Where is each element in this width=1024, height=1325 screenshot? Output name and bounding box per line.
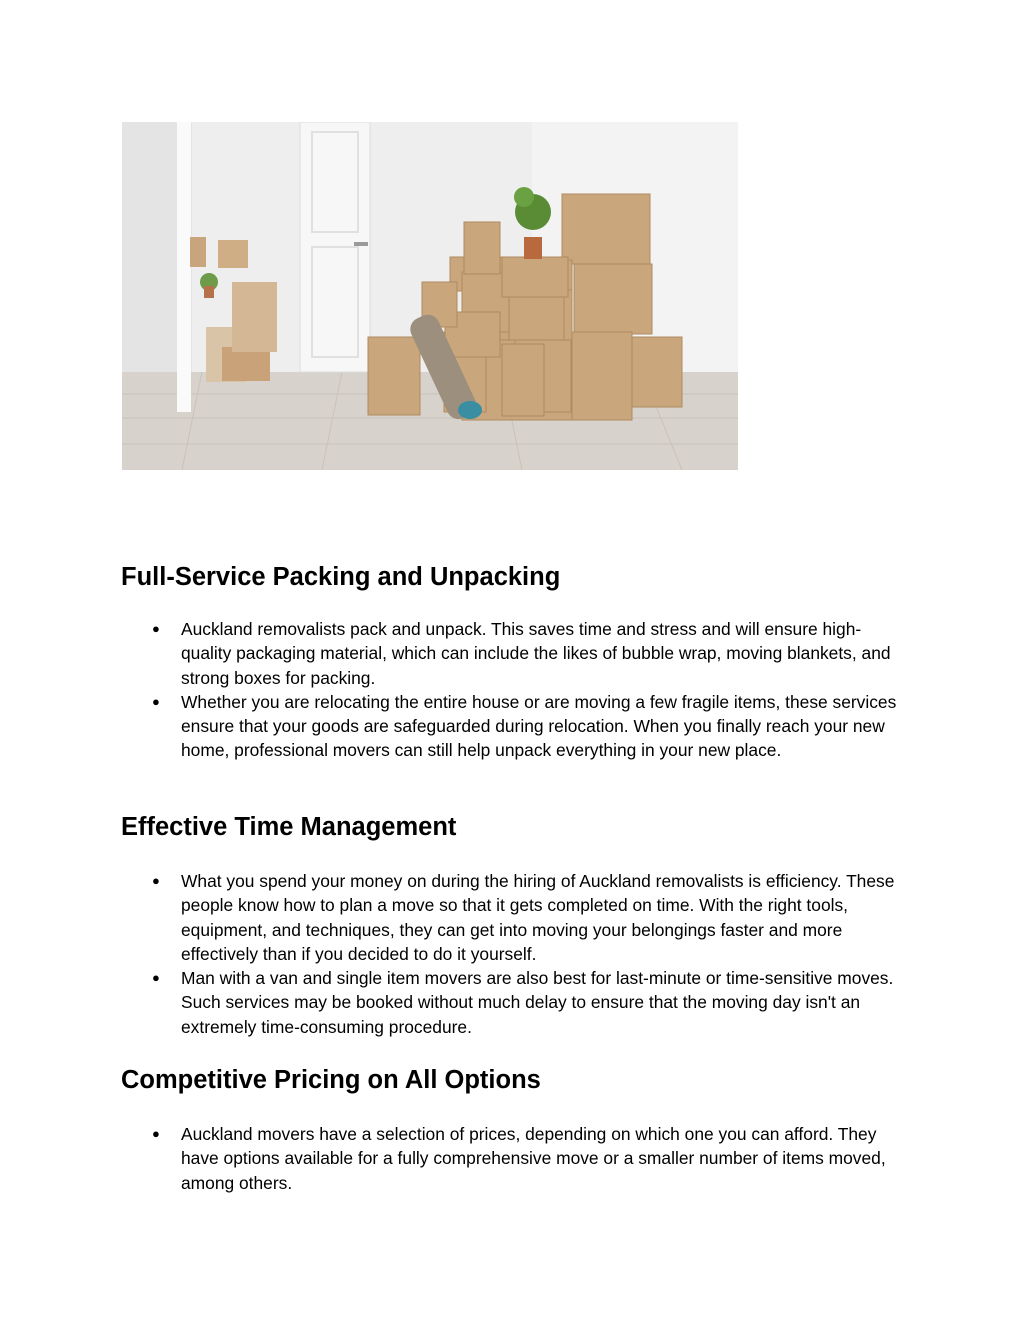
bullet-icon: ● xyxy=(152,1126,160,1141)
list-item xyxy=(121,869,911,966)
bullet-icon: ● xyxy=(152,621,160,636)
section-heading-pricing: Competitive Pricing on All Options xyxy=(121,1066,541,1094)
list-item xyxy=(121,1122,911,1195)
list-item-text: Auckland removalists pack and unpack. This saves time and stress and will ensure high-quality packaging material, which can include the likes of bubble wrap, moving blankets, and strong boxes for packing. xyxy=(181,619,891,688)
list-item-text: Whether you are relocating the entire house or are moving a few fragile items, these services ensure that your goods are safeguarded during relocation. When you finally reach your new home, professional movers can still help unpack everything in your new place. xyxy=(181,691,897,761)
pricing-bullet-list xyxy=(121,1122,911,1195)
section-heading-packing: Full-Service Packing and Unpacking xyxy=(121,563,561,591)
list-item xyxy=(121,966,911,1039)
bullet-icon: ● xyxy=(152,873,160,888)
bullet-icon: ● xyxy=(152,970,160,986)
time-management-bullet-list xyxy=(121,869,911,1039)
bullet-icon: ● xyxy=(152,693,160,709)
moving-boxes-illustration xyxy=(122,122,738,470)
list-item-text: Man with a van and single item movers are also best for last-minute or time-sensitive moves. Such services may be booked without much delay to ensure that the moving day isn't an extremely time-consuming procedure. xyxy=(181,968,894,1037)
list-item xyxy=(121,690,911,763)
section-heading-time-management: Effective Time Management xyxy=(121,813,457,841)
list-item-text: What you spend your money on during the hiring of Auckland removalists is efficiency. These people know how to plan a move so that it gets completed on time. With the right tools, equipment, and techniques, they can get into moving your belongings faster and more effectively than if you decided to do it yourself. xyxy=(181,871,895,964)
list-item xyxy=(121,617,911,690)
hero-image xyxy=(122,122,738,470)
list-item-text: Auckland movers have a selection of prices, depending on which one you can afford. They have options available for a fully comprehensive move or a smaller number of items moved, among others. xyxy=(181,1124,886,1193)
packing-bullet-list xyxy=(121,617,911,763)
